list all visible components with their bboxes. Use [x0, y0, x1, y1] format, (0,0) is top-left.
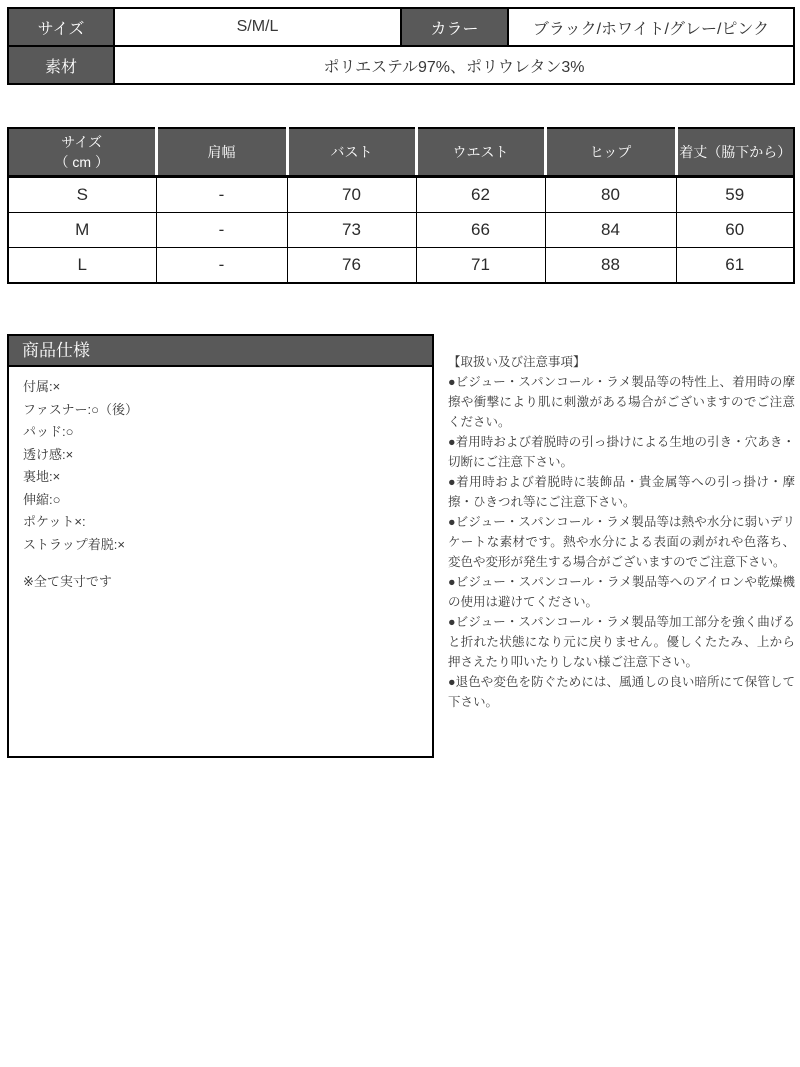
spec-item-pocket: ポケット×: [23, 514, 86, 529]
care-note-item: ●着用時および着脱時の引っ掛けによる生地の引き・穴あき・切断にご注意下さい。 [448, 435, 795, 469]
size-cell: M [8, 213, 156, 248]
header-length: 着丈（脇下から） [676, 128, 794, 177]
product-spec-title: 商品仕様 [9, 336, 432, 367]
hip-cell: 84 [545, 213, 676, 248]
size-chart [7, 127, 795, 284]
bust-cell: 70 [287, 177, 416, 213]
size-chart-header-row [8, 128, 794, 177]
spec-note: ※全て実寸です [23, 574, 112, 589]
size-cell: L [8, 248, 156, 284]
header-waist: ウエスト [416, 128, 545, 177]
shoulder-cell: - [156, 177, 287, 213]
bust-cell: 76 [287, 248, 416, 284]
length-cell: 61 [676, 248, 794, 284]
spec-item-uraji: 裏地:× [23, 469, 61, 484]
material-value-cell: ポリエステル97%、ポリウレタン3% [114, 46, 794, 84]
size-value-cell: S/M/L [114, 8, 401, 46]
material-label-cell: 素材 [8, 46, 114, 84]
length-cell: 60 [676, 213, 794, 248]
waist-cell: 66 [416, 213, 545, 248]
table-row-s [8, 177, 794, 213]
header-size-line2: （ cm ） [54, 154, 109, 170]
hip-cell: 80 [545, 177, 676, 213]
care-note-item: ●ビジュー・スパンコール・ラメ製品等は熱や水分に弱いデリケートな素材です。熱や水分による表面の剥がれや色落ち、変色や変形が発生する場合がございますのでご注意下さい。 [448, 515, 795, 569]
care-notes-title: 【取扱い及び注意事項】 [448, 355, 586, 369]
spec-item-shinshuku: 伸縮:○ [23, 491, 61, 507]
care-note-item: ●ビジュー・スパンコール・ラメ製品等へのアイロンや乾燥機の使用は避けてください。 [448, 575, 795, 609]
header-bust: バスト [287, 128, 416, 177]
spec-item-fuzoku: 付属:× [23, 379, 61, 394]
length-cell: 59 [676, 177, 794, 213]
header-shoulder-width: 肩幅 [156, 128, 287, 177]
shoulder-cell: - [156, 248, 287, 284]
spec-item-fastener: ファスナー:○（後） [23, 401, 138, 417]
size-chart-section [7, 127, 795, 284]
size-cell: S [8, 177, 156, 213]
table-row-l [8, 248, 794, 284]
care-notes-section [448, 352, 795, 712]
hip-cell: 88 [545, 248, 676, 284]
spec-item-strap: ストラップ着脱:× [23, 536, 125, 552]
spec-item-pad: パッド:○ [23, 424, 74, 439]
product-spec-list [9, 367, 432, 594]
care-note-item: ●ビジュー・スパンコール・ラメ製品等の特性上、着用時の摩擦や衝撃により肌に刺激がある場合がございますのでご注意ください。 [448, 375, 795, 429]
waist-cell: 71 [416, 248, 545, 284]
care-note-item: ●ビジュー・スパンコール・ラメ製品等加工部分を強く曲げると折れた状態になり元に戻りません。優しくたたみ、上から押さえたり叩いたりしない様ご注意下さい。 [448, 615, 795, 669]
spec-item-sukekan: 透け感:× [23, 446, 74, 462]
shoulder-cell: - [156, 213, 287, 248]
header-size-cm [8, 128, 156, 177]
care-note-item: ●着用時および着脱時に装飾品・貴金属等への引っ掛け・摩擦・ひきつれ等にご注意下さい。 [448, 475, 795, 509]
header-size-line1: サイズ [61, 133, 103, 150]
bust-cell: 73 [287, 213, 416, 248]
spec-table [7, 7, 795, 85]
waist-cell: 62 [416, 177, 545, 213]
header-hip: ヒップ [545, 128, 676, 177]
color-value-cell: ブラック/ホワイト/グレー/ピンク [508, 8, 794, 46]
spec-table-section [7, 7, 795, 85]
color-label-cell: カラー [401, 8, 508, 46]
table-row-m [8, 213, 794, 248]
product-spec-box [7, 334, 434, 758]
care-note-item: ●退色や変色を防ぐためには、風通しの良い暗所にて保管して下さい。 [448, 675, 795, 709]
size-label-cell: サイズ [8, 8, 114, 46]
